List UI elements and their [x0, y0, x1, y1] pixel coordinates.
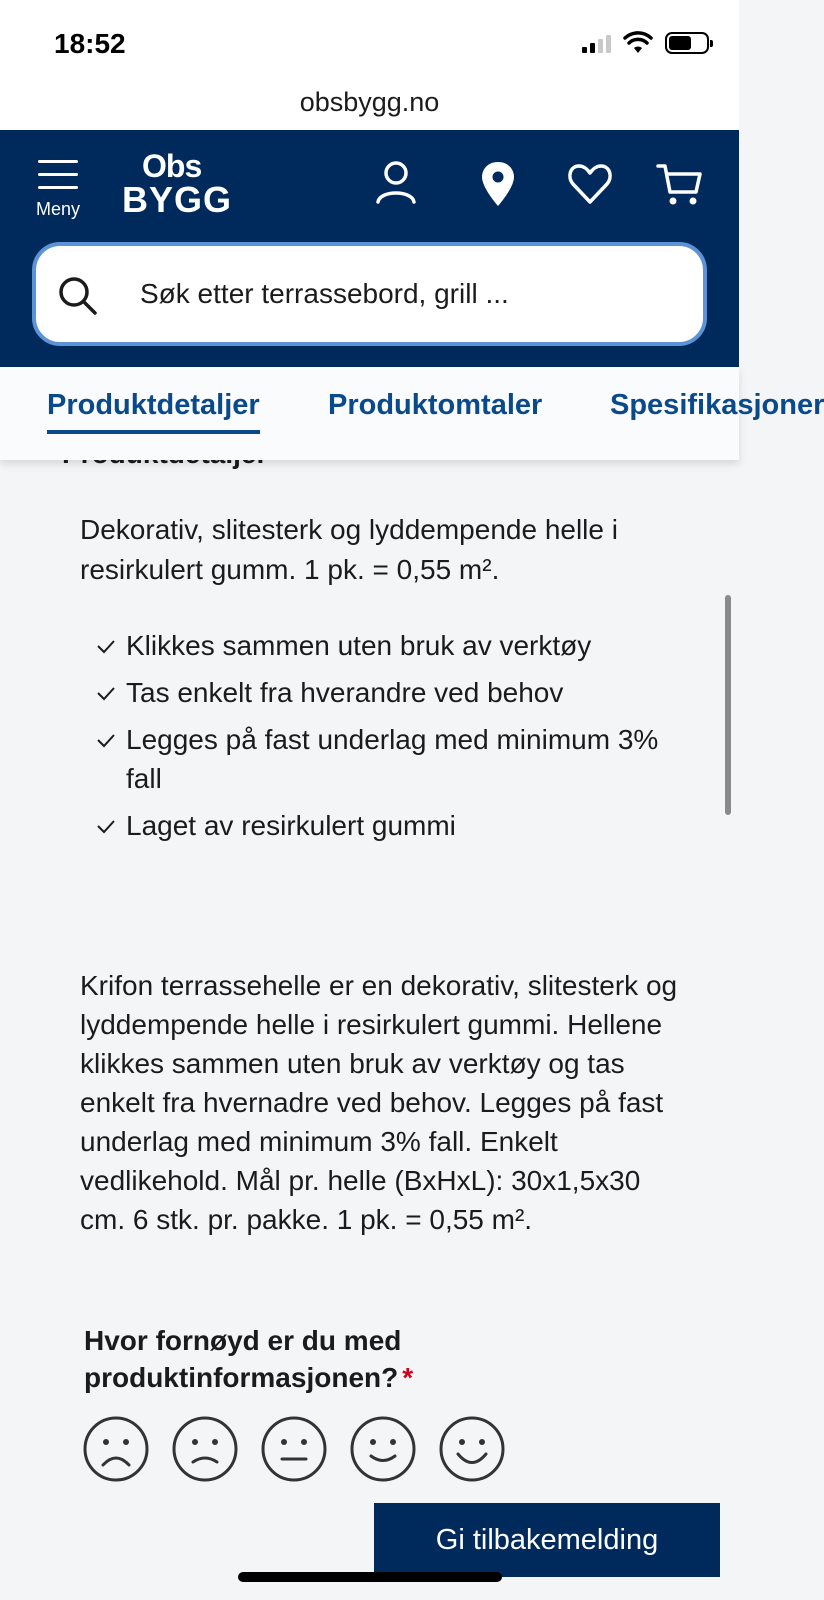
- very-dissatisfied-icon[interactable]: [82, 1415, 150, 1483]
- give-feedback-button[interactable]: Gi tilbakemelding: [374, 1503, 720, 1577]
- feature-text: Legges på fast underlag med minimum 3% fall: [126, 724, 659, 794]
- menu-label: Meny: [35, 199, 80, 219]
- user-icon[interactable]: [372, 158, 420, 210]
- check-icon: [96, 636, 116, 656]
- product-tabs: [0, 367, 824, 460]
- status-icons: [582, 30, 709, 56]
- tab-produktdetaljer[interactable]: Produktdetaljer: [47, 389, 260, 434]
- check-icon: [96, 816, 116, 836]
- feature-item: [96, 673, 676, 712]
- check-icon: [96, 683, 116, 703]
- intro-text: Dekorativ, slitesterk og lyddempende helle i resirkulert gumm. 1 pk. = 0,55 m².: [80, 514, 618, 585]
- very-satisfied-icon[interactable]: [438, 1415, 506, 1483]
- heart-icon[interactable]: [566, 158, 614, 210]
- logo-line1: Obs: [142, 148, 202, 184]
- feedback-question-text: Hvor fornøyd er du med produktinformasjonen?: [84, 1325, 402, 1393]
- product-details-content: [0, 460, 739, 1600]
- hamburger-icon: [38, 160, 78, 189]
- feedback-question: [84, 1322, 514, 1396]
- search-input[interactable]: [140, 246, 680, 342]
- site-header: [0, 130, 739, 367]
- feature-text: Laget av resirkulert gummi: [126, 810, 456, 841]
- menu-button[interactable]: [28, 160, 88, 226]
- description-text: Krifon terrassehelle er en dekorativ, slitesterk og lyddempende helle i resirkulert gummi. Hellene klikkes sammen uten bruk av verktøy og tas enkelt fra hvernadre ved behov. Legges på fast underlag med minimum 3% fall. Enkelt vedlikehold. Mål pr. helle (BxHxL): 30x1,5x30 cm. 6 stk. pr. pakke. 1 pk. = 0,55 m².: [80, 970, 678, 1235]
- required-marker: *: [402, 1362, 414, 1393]
- check-icon: [96, 730, 116, 750]
- cart-icon[interactable]: [656, 158, 704, 210]
- feature-item: [96, 626, 676, 665]
- home-indicator[interactable]: [238, 1572, 502, 1582]
- battery-icon: [665, 32, 709, 54]
- feature-text: Tas enkelt fra hverandre ved behov: [126, 677, 564, 708]
- scrollbar[interactable]: [725, 595, 731, 815]
- search-box[interactable]: [32, 242, 707, 346]
- logo-line2: BYGG: [122, 179, 233, 220]
- feature-item: [96, 806, 676, 845]
- search-icon[interactable]: [56, 274, 100, 318]
- feature-list: [96, 626, 676, 853]
- feature-item: [96, 720, 676, 798]
- status-bar: [0, 0, 739, 80]
- signal-icon: [582, 33, 611, 53]
- dissatisfied-icon[interactable]: [171, 1415, 239, 1483]
- location-pin-icon[interactable]: [474, 158, 522, 210]
- feature-text: Klikkes sammen uten bruk av verktøy: [126, 630, 592, 661]
- satisfied-icon[interactable]: [349, 1415, 417, 1483]
- status-time: 18:52: [54, 28, 126, 59]
- wifi-icon: [623, 31, 653, 55]
- tab-produktomtaler[interactable]: Produktomtaler: [328, 389, 543, 421]
- rating-options: [82, 1415, 506, 1483]
- obs-bygg-logo[interactable]: [122, 150, 232, 218]
- tab-spesifikasjoner[interactable]: Spesifikasjoner: [610, 389, 824, 421]
- neutral-icon[interactable]: [260, 1415, 328, 1483]
- browser-url[interactable]: obsbygg.no: [0, 80, 739, 130]
